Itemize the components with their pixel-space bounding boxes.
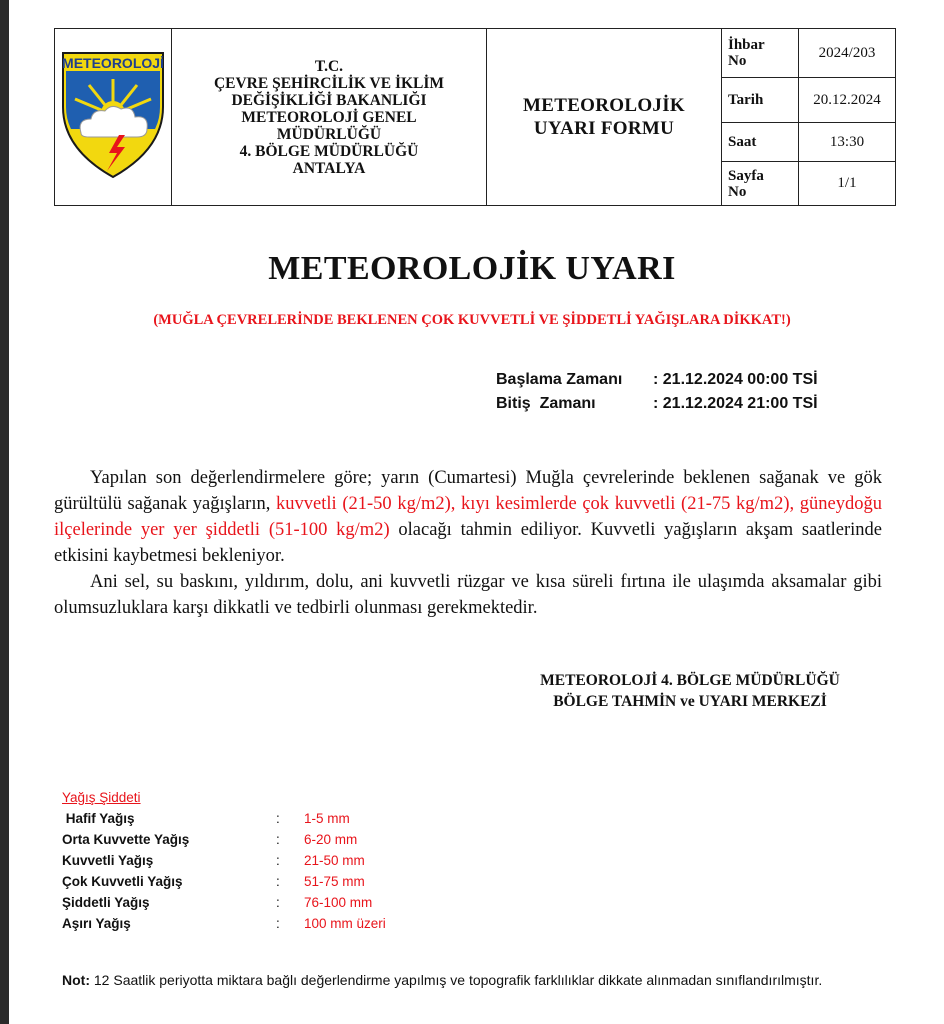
date-value: 20.12.2024	[799, 78, 896, 123]
page-number-value: 1/1	[799, 162, 896, 206]
start-time-label: Başlama Zamanı	[496, 371, 623, 388]
warning-subtitle: (MUĞLA ÇEVRELERİNDE BEKLENEN ÇOK KUVVETLİ VE ŞİDDETLİ YAĞIŞLARA DİKKAT!)	[153, 312, 791, 328]
end-time-label: Bitiş Zamanı	[496, 395, 596, 412]
rainfall-intensity-scale	[62, 787, 386, 934]
svg-text:METEOROLOJİ: METEOROLOJİ	[62, 54, 164, 71]
scale-row: Orta Kuvvette Yağış : 6-20 mm	[62, 832, 358, 847]
end-time-row	[496, 392, 818, 416]
page-number-label: Sayfa No	[722, 162, 799, 206]
organization-name	[172, 29, 487, 206]
notice-number-value: 2024/203	[799, 29, 896, 78]
document-title: METEOROLOJİK UYARI	[268, 250, 676, 287]
page-left-edge	[0, 0, 9, 1024]
org-line: ANTALYA	[292, 159, 366, 177]
start-time-row	[496, 368, 818, 392]
scale-row: Kuvvetli Yağış : 21-50 mm	[62, 853, 365, 868]
org-line: ÇEVRE ŞEHİRCİLİK VE İKLİM	[213, 74, 445, 92]
date-label: Tarih	[722, 78, 799, 123]
notice-number-label: İhbar No	[722, 29, 799, 78]
org-line: MÜDÜRLÜĞÜ	[276, 125, 382, 143]
note-label: Not:	[62, 972, 90, 988]
end-time-value: : 21.12.2024 21:00 TSİ	[653, 395, 818, 412]
validity-times	[496, 368, 818, 416]
body-paragraph-1: Yapılan son değerlendirmelere göre; yarın (Cumartesi) Muğla çevrelerinde beklenen sağanak ve gök gürültülü sağanak yağışların, kuvvetli (21-50 kg/m2), kıyı kesimlerde çok kuvvetli (21-75 kg/m2), güneydoğu ilçelerinde yer yer şiddetli (51-100 kg/m2) olacağı tahmin ediliyor. Kuvvetli yağışların akşam saatlerinde etkisini kaybetmesi bekleniyor.	[54, 468, 882, 566]
rainfall-amounts: kuvvetli (21-50 kg/m2), kıyı kesimlerde çok kuvvetli (21-75 kg/m2), güneydoğu ilçelerinde yer yer şiddetli (51-100 kg/m2)	[54, 494, 882, 540]
form-title-line: METEOROLOJİK	[523, 95, 685, 116]
form-title-line: UYARI FORMU	[533, 118, 675, 139]
org-line: T.C.	[314, 57, 344, 75]
signature-line-2: BÖLGE TAHMİN ve UYARI MERKEZİ	[553, 693, 827, 710]
scale-row: Şiddetli Yağış : 76-100 mm	[62, 895, 373, 910]
header-table	[54, 28, 896, 206]
body-paragraph-2: Ani sel, su baskını, yıldırım, dolu, ani kuvvetli rüzgar ve kısa süreli fırtına ile ulaşımda aksamalar gibi olumsuzluklara karşı dikkatli ve tedbirli olunması gerekmektedir.	[54, 572, 882, 618]
signature-line-1: METEOROLOJİ 4. BÖLGE MÜDÜRLÜĞÜ	[540, 672, 840, 689]
footnote	[62, 970, 892, 990]
scale-row: Çok Kuvvetli Yağış : 51-75 mm	[62, 874, 365, 889]
logo-cell	[55, 29, 172, 206]
start-time-value: : 21.12.2024 00:00 TSİ	[653, 371, 818, 388]
scale-title: Yağış Şiddeti	[62, 790, 141, 805]
time-label: Saat	[722, 123, 799, 162]
time-value: 13:30	[799, 123, 896, 162]
warning-body	[54, 465, 882, 621]
note-text: 12 Saatlik periyotta miktara bağlı değerlendirme yapılmış ve topografik farklılıklar dikkate alınmadan sınıflandırılmıştır.	[90, 972, 823, 988]
org-line: METEOROLOJİ GENEL	[241, 108, 417, 126]
scale-row: Hafif Yağış : 1-5 mm	[62, 811, 350, 826]
org-line: 4. BÖLGE MÜDÜRLÜĞÜ	[239, 142, 419, 160]
meteoroloji-logo-icon	[59, 49, 167, 181]
org-line: DEĞİŞİKLİĞİ BAKANLIĞI	[231, 91, 427, 109]
signature-block	[490, 670, 890, 712]
form-title	[487, 29, 722, 206]
scale-row: Aşırı Yağış : 100 mm üzeri	[62, 916, 386, 931]
